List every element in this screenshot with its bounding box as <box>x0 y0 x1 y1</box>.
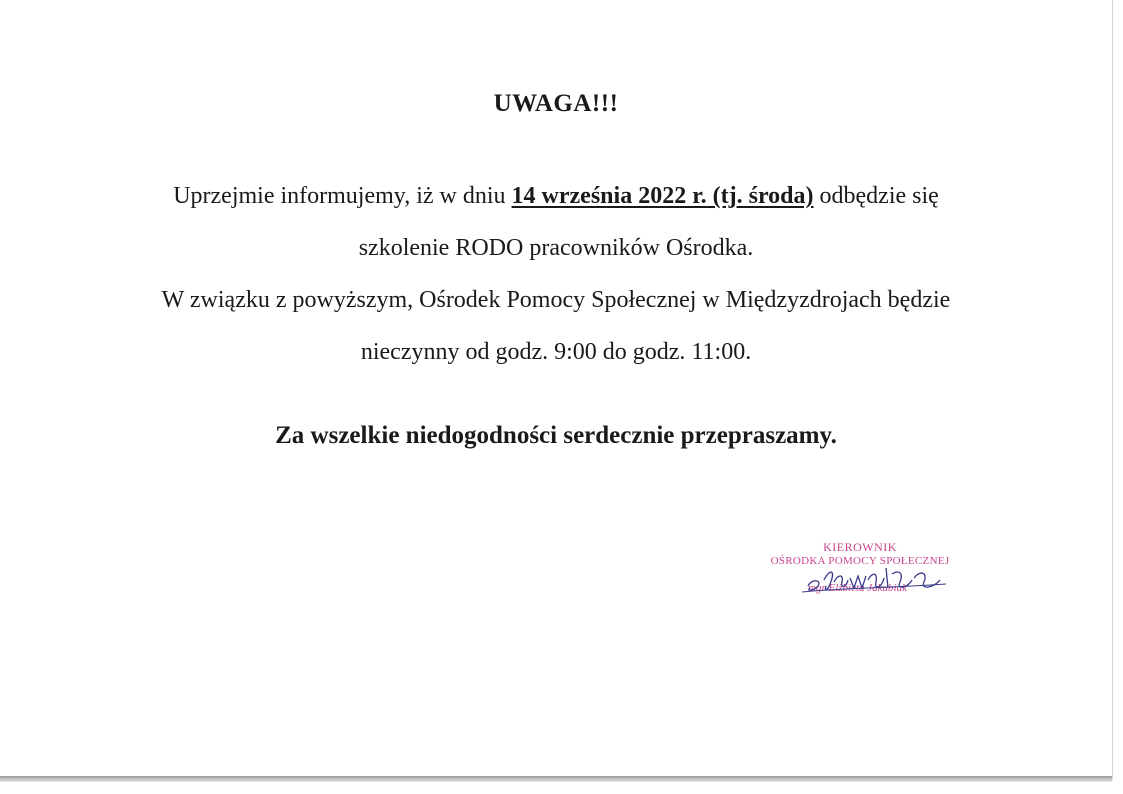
closure-line-1: W związku z powyższym, Ośrodek Pomocy Społecznej w Międzyzdrojach będzie <box>161 287 951 313</box>
page-bottom-edge <box>0 776 1112 782</box>
announcement-line-1 <box>0 170 1112 222</box>
closure-paragraph <box>0 274 1112 378</box>
announcement-paragraph <box>0 170 1112 274</box>
page-edge <box>1112 0 1113 780</box>
stamp-name: mgr Elżbieta Jakubiak <box>808 582 907 594</box>
apology-text: Za wszelkie niedogodności serdecznie przepraszamy. <box>275 422 837 449</box>
notice-title: UWAGA!!! <box>493 90 619 117</box>
stamp-organization: OŚRODKA POMOCY SPOŁECZNEJ <box>770 555 950 567</box>
announcement-suffix: odbędzie się <box>813 183 939 209</box>
announcement-prefix: Uprzejmie informujemy, iż w dniu <box>173 183 512 209</box>
announcement-line-2: szkolenie RODO pracowników Ośrodka. <box>358 235 754 261</box>
stamp-title: KIEROWNIK <box>823 540 897 554</box>
closure-line-2: nieczynny od godz. 9:00 do godz. 11:00. <box>360 339 752 365</box>
handwritten-signature <box>800 558 950 598</box>
training-date: 14 września 2022 r. (tj. środa) <box>511 183 814 209</box>
